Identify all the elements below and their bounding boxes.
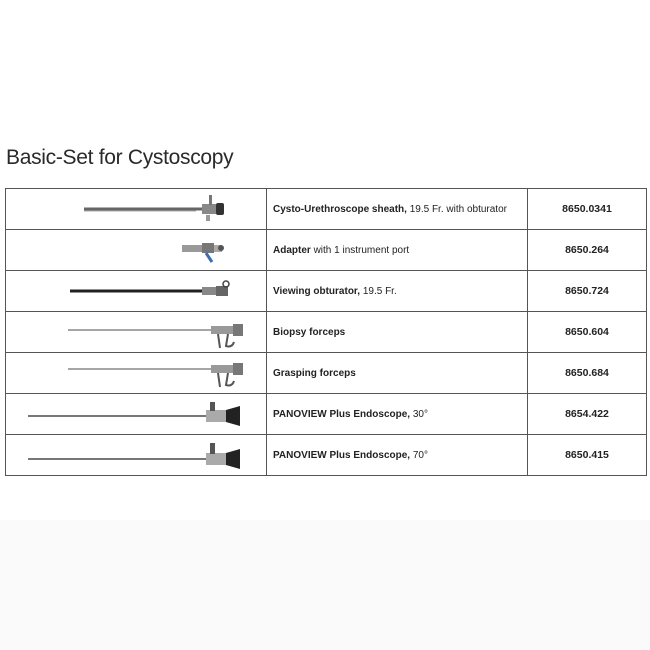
- article-code: 8650.264: [528, 230, 647, 271]
- table-row: [6, 271, 647, 312]
- table-row: [6, 353, 647, 394]
- article-code: 8650.724: [528, 271, 647, 312]
- article-code: 8650.415: [528, 435, 647, 476]
- table-row: [6, 312, 647, 353]
- viewing-obturator-image: [6, 271, 267, 312]
- description-cell: Biopsy forceps: [267, 312, 528, 353]
- biopsy-forceps-image: [6, 312, 267, 353]
- article-code: 8654.422: [528, 394, 647, 435]
- page-title: Basic-Set for Cystoscopy: [6, 146, 234, 169]
- description-cell: PANOVIEW Plus Endoscope, 30°: [267, 394, 528, 435]
- table-row: [6, 394, 647, 435]
- endoscope-30-image: [6, 394, 267, 435]
- table-row: [6, 189, 647, 230]
- footer-band: [0, 520, 650, 650]
- article-code: 8650.684: [528, 353, 647, 394]
- instrument-table: [5, 188, 647, 476]
- table-row: [6, 230, 647, 271]
- article-code: 8650.0341: [528, 189, 647, 230]
- description-cell: Viewing obturator, 19.5 Fr.: [267, 271, 528, 312]
- grasping-forceps-image: [6, 353, 267, 394]
- endoscope-70-image: [6, 435, 267, 476]
- adapter-image: [6, 230, 267, 271]
- cysto-urethroscope-sheath-image: [6, 189, 267, 230]
- table-row: [6, 435, 647, 476]
- description-cell: PANOVIEW Plus Endoscope, 70°: [267, 435, 528, 476]
- description-cell: Adapter with 1 instrument port: [267, 230, 528, 271]
- description-cell: Grasping forceps: [267, 353, 528, 394]
- article-code: 8650.604: [528, 312, 647, 353]
- description-cell: Cysto-Urethroscope sheath, 19.5 Fr. with obturator: [267, 189, 528, 230]
